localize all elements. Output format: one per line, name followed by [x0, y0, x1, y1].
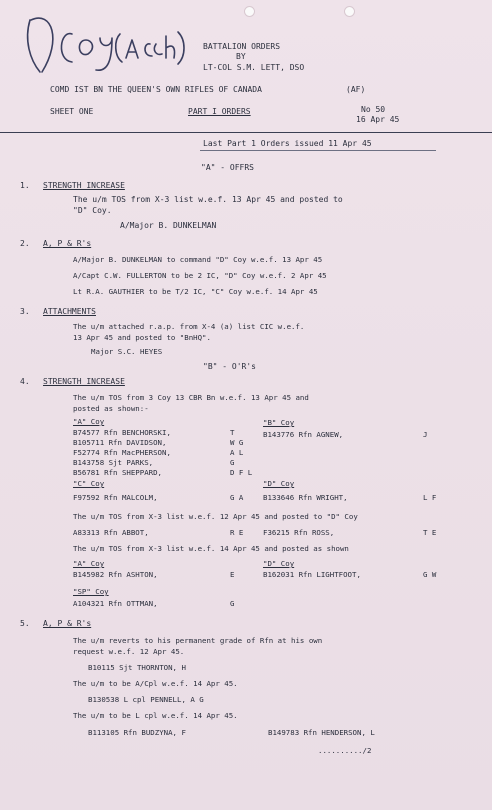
s5-line2: request w.e.f. 12 Apr 45.	[73, 647, 185, 656]
a-coy-entry-2-initials: E	[230, 570, 235, 579]
header-line4: COMD IST BN THE QUEEN'S OWN RIFLES OF CANADA	[50, 85, 262, 94]
part-label: PART I ORDERS	[188, 107, 251, 116]
s3-line3: Major S.C. HEYES	[91, 347, 163, 356]
s2-num: 2.	[20, 239, 30, 248]
d-coy-entry-initials: L F	[423, 493, 437, 502]
s5-line6: The u/m to be L cpl w.e.f. 14 Apr 45.	[73, 711, 238, 720]
s2-line1: A/Major B. DUNKELMAN to command "D" Coy w.e.f. 13 Apr 45	[73, 255, 323, 264]
s5-line8: B149783 Rfn HENDERSON, L	[268, 728, 375, 737]
b-coy-entry-initials: J	[423, 430, 428, 439]
punch-hole-left	[244, 6, 255, 17]
a-coy-entry: B56781 Rfn SHEPPARD,	[73, 468, 162, 477]
ors-heading: "B" - O'R's	[203, 362, 256, 371]
s3-line1: The u/m attached r.a.p. from X-4 (a) list CIC w.e.f.	[73, 322, 305, 331]
s2-line2: A/Capt C.W. FULLERTON to be 2 IC, "D" Coy w.e.f. 2 Apr 45	[73, 271, 327, 280]
order-number: No 50	[361, 105, 386, 114]
b-coy-heading: "B" Coy	[263, 418, 295, 427]
a-coy-heading: "A" Coy	[73, 417, 105, 426]
s4-num: 4.	[20, 377, 30, 386]
punch-hole-right	[344, 6, 355, 17]
s1-line2: "D" Coy.	[73, 206, 112, 215]
a-coy-entry-initials: T	[230, 428, 235, 437]
offrs-heading: "A" - OFFRS	[201, 163, 254, 172]
last-orders-underline	[200, 150, 436, 151]
d-coy-entry-2-initials: G W	[423, 570, 437, 579]
s5-line1: The u/m reverts to his permanent grade of Rfn at his own	[73, 636, 323, 645]
handwritten-annotation	[0, 0, 190, 90]
s4-line2: posted as shown:-	[73, 404, 149, 413]
header-line3: LT-COL S.M. LETT, DSO	[203, 63, 305, 72]
c-coy-entry: F97592 Rfn MALCOLM,	[73, 493, 158, 502]
header-line1: BATTALION ORDERS	[203, 42, 281, 51]
d-coy-heading-2: "D" Coy	[263, 559, 295, 568]
s5-line5: B130538 L cpl PENNELL, A G	[88, 695, 204, 704]
c-coy-heading: "C" Coy	[73, 479, 105, 488]
tos-entry-initials: T E	[423, 528, 437, 537]
d-coy-entry-2: B162031 Rfn LIGHTFOOT,	[263, 570, 361, 579]
s4-title: STRENGTH INCREASE	[43, 377, 125, 386]
tos-entry: A83313 Rfn ABBOT,	[73, 528, 149, 537]
s5-num: 5.	[20, 619, 30, 628]
s4-line1: The u/m TOS from 3 Coy 13 CBR Bn w.e.f. 13 Apr 45 and	[73, 393, 309, 402]
sp-coy-heading: "SP" Coy	[73, 587, 109, 596]
continuation-mark: ........../2	[318, 746, 372, 755]
tos-entry-initials: R E	[230, 528, 244, 537]
s1-title: STRENGTH INCREASE	[43, 181, 125, 190]
last-orders: Last Part 1 Orders issued 11 Apr 45	[203, 139, 372, 148]
b-coy-entry: B143776 Rfn AGNEW,	[263, 430, 344, 439]
tos-entry: F36215 Rfn ROSS,	[263, 528, 335, 537]
s4-line4: The u/m TOS from X-3 list w.e.f. 14 Apr 45 and posted as shown	[73, 544, 349, 553]
s5-title: A, P & R's	[43, 619, 92, 628]
a-coy-entry-initials: W G	[230, 438, 244, 447]
s1-line3: A/Major B. DUNKELMAN	[120, 221, 217, 230]
a-coy-entry-initials: G	[230, 458, 235, 467]
a-coy-entry-initials: A L	[230, 448, 244, 457]
a-coy-entry-initials: D F L	[230, 468, 253, 477]
s2-line3: Lt R.A. GAUTHIER to be T/2 IC, "C" Coy w.e.f. 14 Apr 45	[73, 287, 318, 296]
s5-line3: B10115 Sjt THORNTON, H	[88, 663, 186, 672]
a-coy-entry-2: B145982 Rfn ASHTON,	[73, 570, 158, 579]
header-af: (AF)	[346, 85, 366, 94]
header-rule	[0, 132, 492, 133]
a-coy-entry: B143758 Sjt PARKS,	[73, 458, 154, 467]
s4-line3: The u/m TOS from X-3 list w.e.f. 12 Apr 45 and posted to "D" Coy	[73, 512, 358, 521]
s1-line1: The u/m TOS from X-3 list w.e.f. 13 Apr 45 and posted to	[73, 195, 343, 204]
c-coy-entry-initials: G A	[230, 493, 244, 502]
a-coy-heading-2: "A" Coy	[73, 559, 105, 568]
s3-line2: 13 Apr 45 and posted to "BnHQ".	[73, 333, 211, 342]
a-coy-entry: F52774 Rfn MacPHERSON,	[73, 448, 171, 457]
d-coy-heading: "D" Coy	[263, 479, 295, 488]
a-coy-entry: B105711 Rfn DAVIDSON,	[73, 438, 167, 447]
s5-line4: The u/m to be A/Cpl w.e.f. 14 Apr 45.	[73, 679, 238, 688]
sp-coy-entry: A104321 Rfn OTTMAN,	[73, 599, 158, 608]
a-coy-entry: B74577 Rfn BENCHORSKI,	[73, 428, 171, 437]
s2-title: A, P & R's	[43, 239, 92, 248]
s5-line7: B113105 Rfn BUDZYNA, F	[88, 728, 186, 737]
sheet-label: SHEET ONE	[50, 107, 94, 116]
order-date: 16 Apr 45	[356, 115, 400, 124]
s3-title: ATTACHMENTS	[43, 307, 96, 316]
sp-coy-entry-initials: G	[230, 599, 235, 608]
s3-num: 3.	[20, 307, 30, 316]
header-line2: BY	[236, 52, 246, 61]
s1-num: 1.	[20, 181, 30, 190]
d-coy-entry: B133646 Rfn WRIGHT,	[263, 493, 348, 502]
